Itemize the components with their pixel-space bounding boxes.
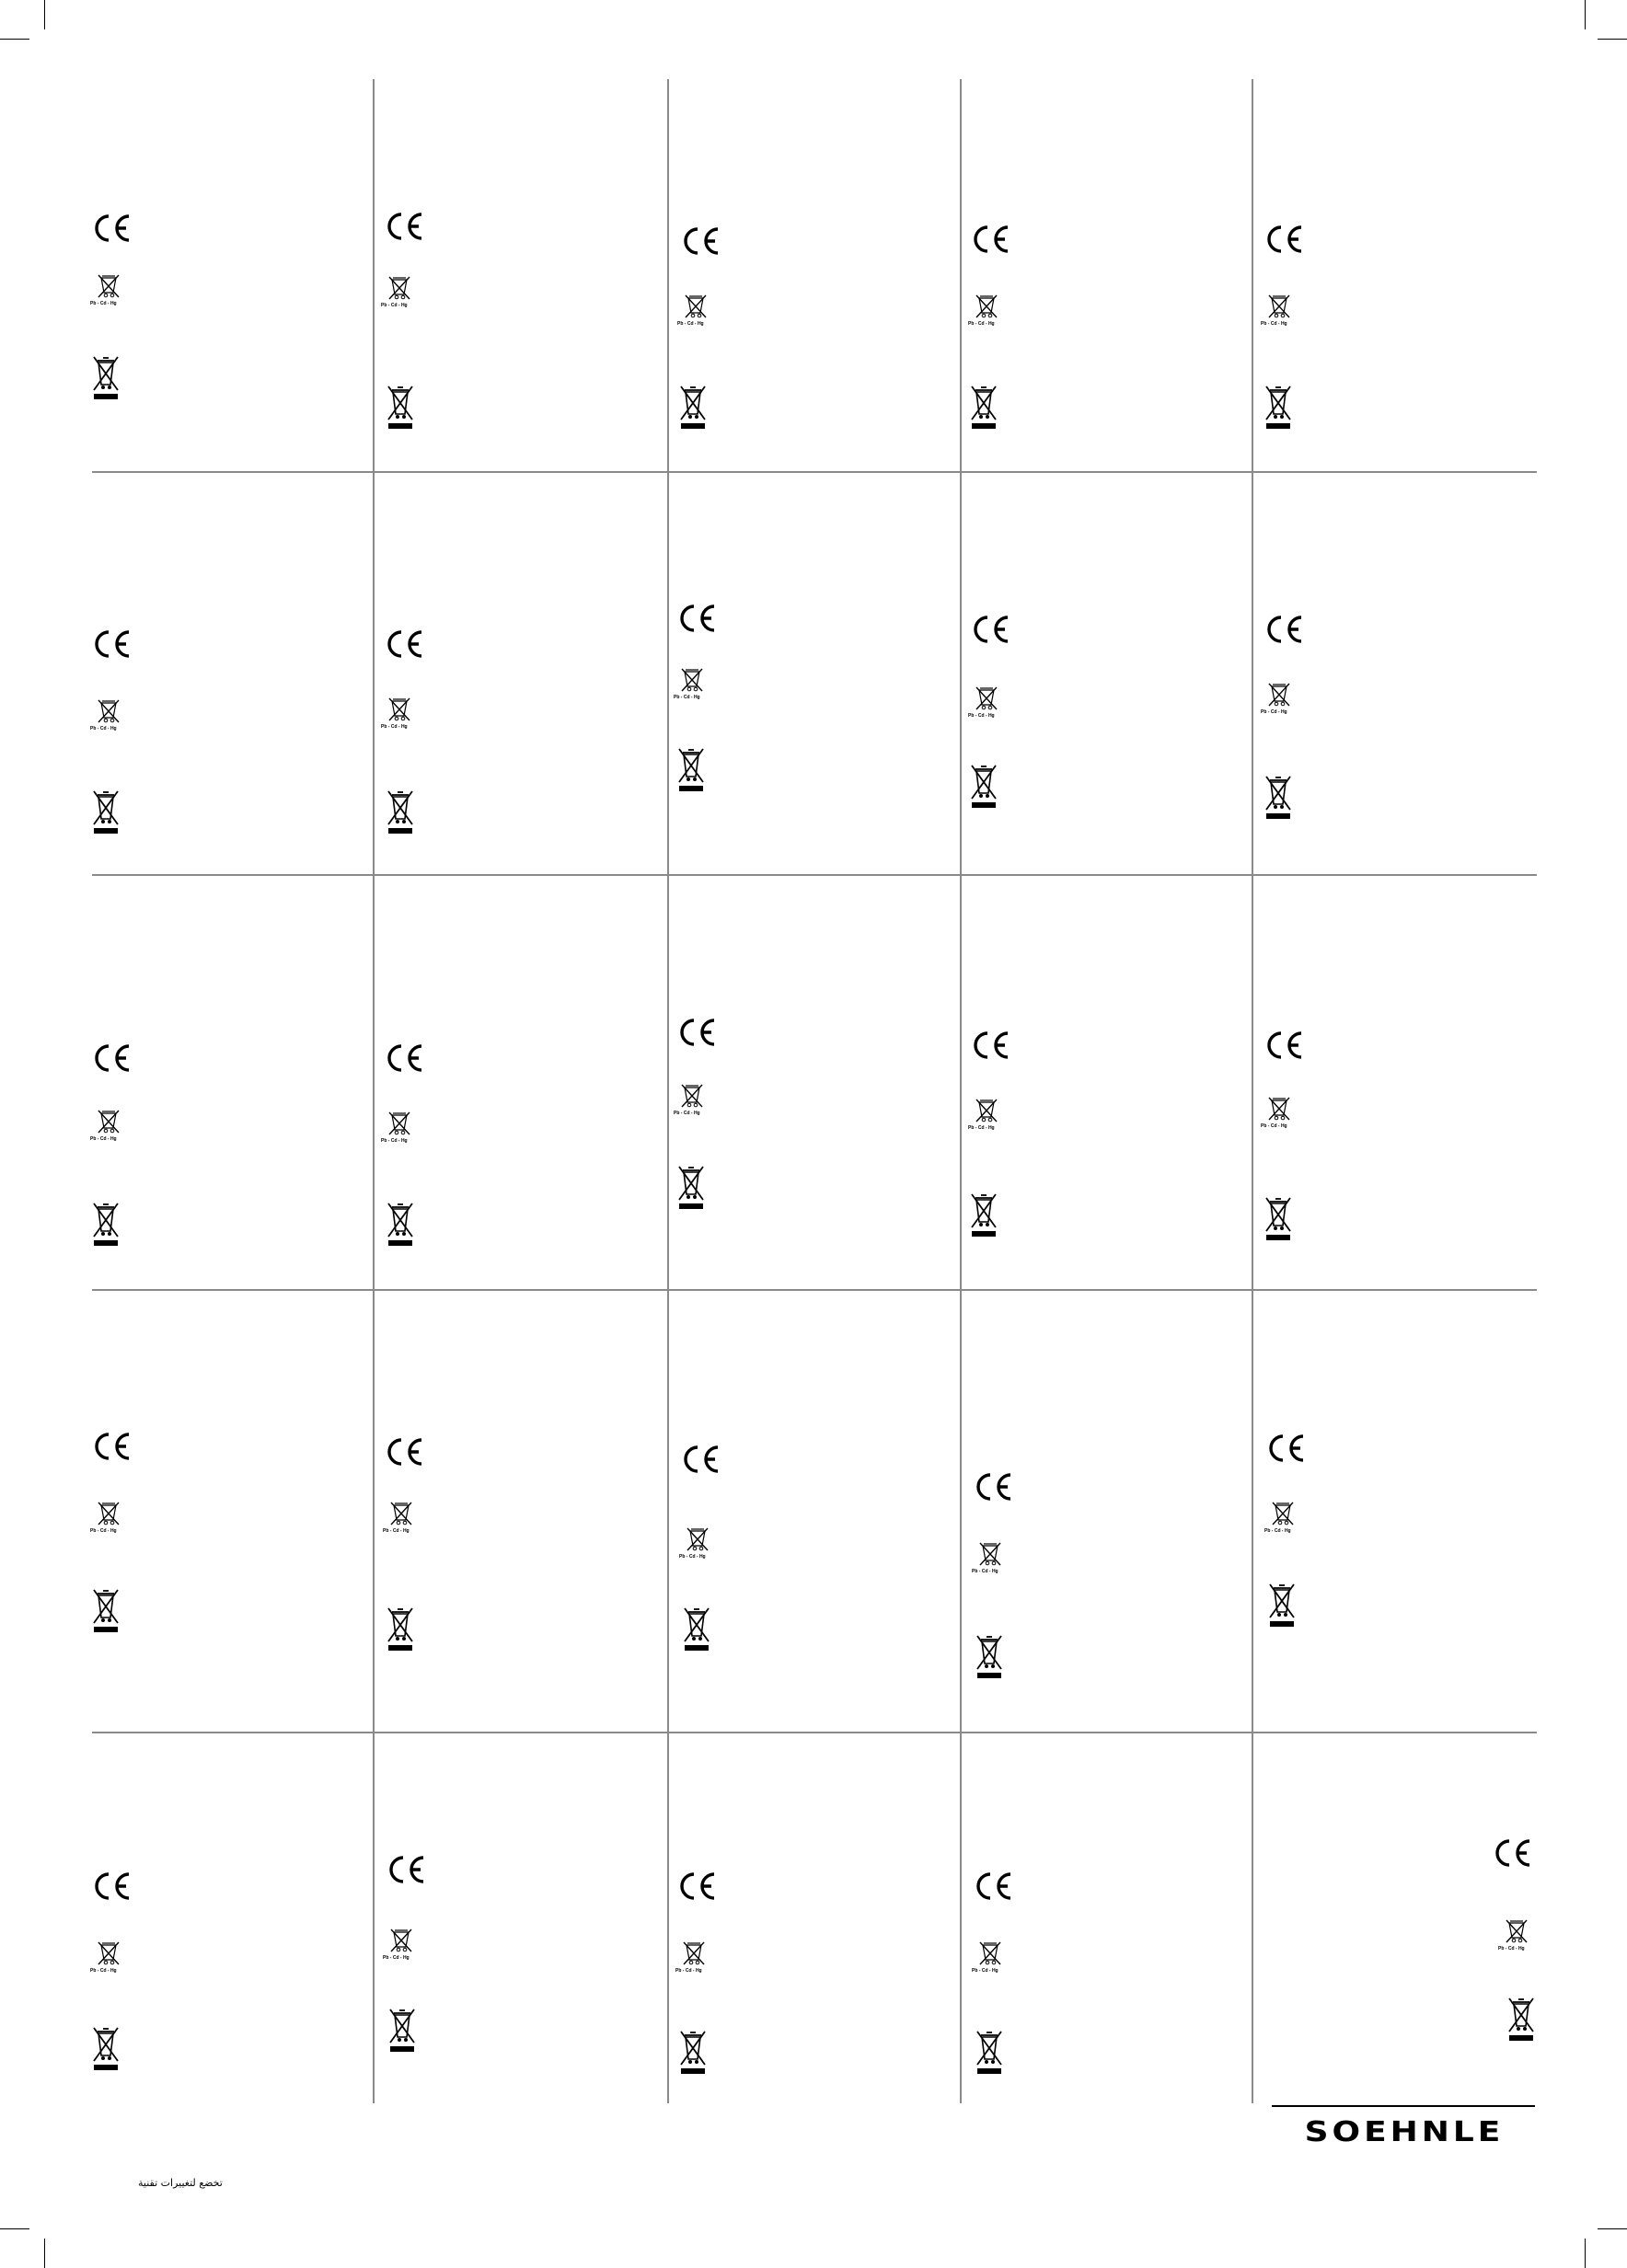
battery-disposal-icon: [1261, 293, 1298, 329]
weee-bin-icon: [92, 353, 120, 401]
crop-mark-top-right-h: [1598, 39, 1627, 40]
weee-bin-icon: [387, 1605, 414, 1652]
ce-icon: [385, 1437, 425, 1467]
battery-disposal-icon: [383, 1927, 420, 1963]
ce-icon: [1264, 224, 1305, 254]
battery-chemical-label: Pb - Cd - Hg: [381, 724, 408, 730]
ce-icon: [1264, 1030, 1305, 1060]
battery-chemical-label: Pb - Cd - Hg: [90, 1968, 117, 1974]
battery-chemical-label: Pb - Cd - Hg: [679, 1554, 706, 1560]
battery-disposal-icon: [381, 274, 418, 311]
column-divider: [1252, 79, 1253, 2103]
ce-icon: [1493, 1838, 1533, 1868]
weee-bin-icon: [92, 788, 120, 835]
crop-mark-top-left-v: [44, 0, 45, 29]
crop-mark-bottom-right-h: [1598, 2228, 1627, 2229]
weee-bin-icon: [975, 1632, 1003, 1680]
row-divider: [92, 1732, 1537, 1733]
battery-disposal-icon: [90, 1500, 127, 1537]
battery-chemical-label: Pb - Cd - Hg: [968, 713, 995, 719]
battery-chemical-label: Pb - Cd - Hg: [972, 1968, 998, 1974]
battery-disposal-icon: [968, 1097, 1005, 1134]
battery-chemical-label: Pb - Cd - Hg: [383, 1528, 410, 1534]
battery-chemical-label: Pb - Cd - Hg: [383, 1955, 410, 1961]
crop-mark-bottom-left-h: [0, 2228, 29, 2229]
ce-icon: [971, 224, 1011, 254]
battery-chemical-label: Pb - Cd - Hg: [90, 301, 117, 306]
crop-mark-bottom-left-v: [44, 2239, 45, 2268]
battery-disposal-icon: [968, 293, 1005, 329]
ce-icon: [92, 1432, 133, 1461]
weee-bin-icon: [679, 2028, 707, 2076]
weee-bin-icon: [92, 1586, 120, 1634]
weee-bin-icon: [1264, 1194, 1292, 1242]
battery-chemical-label: Pb - Cd - Hg: [968, 321, 995, 327]
weee-bin-icon: [388, 2006, 416, 2054]
battery-chemical-label: Pb - Cd - Hg: [1261, 709, 1287, 715]
soehnle-logo: [1270, 2114, 1539, 2149]
logo-wordmark: SOEHNLE: [1304, 2114, 1505, 2148]
row-divider: [92, 1289, 1537, 1291]
weee-bin-icon: [677, 1163, 705, 1211]
weee-bin-icon: [970, 1191, 998, 1238]
crop-mark-top-right-v: [1585, 0, 1586, 29]
column-divider: [373, 79, 375, 2103]
ce-icon: [1266, 1433, 1307, 1463]
battery-disposal-icon: [674, 666, 710, 703]
battery-chemical-label: Pb - Cd - Hg: [674, 695, 700, 700]
ce-icon: [92, 1043, 133, 1073]
ce-icon: [385, 212, 425, 241]
battery-disposal-icon: [675, 1940, 712, 1976]
weee-bin-icon: [975, 2028, 1003, 2076]
battery-disposal-icon: [1261, 1095, 1298, 1132]
battery-disposal-icon: [1261, 681, 1298, 718]
ce-icon: [974, 1472, 1014, 1502]
weee-bin-icon: [387, 383, 414, 431]
logo-rule: [1272, 2105, 1535, 2107]
weee-bin-icon: [92, 2024, 120, 2072]
battery-disposal-icon: [972, 1940, 1009, 1976]
weee-bin-icon: [1268, 1581, 1296, 1629]
battery-chemical-label: Pb - Cd - Hg: [677, 321, 704, 327]
technical-changes-notice: تخضع لتغييرات تقنية: [138, 2177, 223, 2189]
weee-bin-icon: [1507, 1995, 1535, 2043]
weee-bin-icon: [387, 788, 414, 835]
crop-mark-bottom-right-v: [1585, 2239, 1586, 2268]
battery-chemical-label: Pb - Cd - Hg: [1498, 1946, 1525, 1951]
ce-icon: [92, 213, 133, 243]
ce-icon: [92, 629, 133, 659]
weee-bin-icon: [92, 1200, 120, 1248]
battery-chemical-label: Pb - Cd - Hg: [968, 1125, 995, 1131]
weee-bin-icon: [679, 383, 707, 431]
column-divider: [667, 79, 669, 2103]
battery-disposal-icon: [972, 1540, 1009, 1577]
battery-chemical-label: Pb - Cd - Hg: [381, 303, 408, 308]
ce-icon: [974, 1871, 1014, 1901]
ce-icon: [971, 1030, 1011, 1060]
ce-icon: [385, 629, 425, 659]
crop-mark-top-left-h: [0, 39, 29, 40]
battery-chemical-label: Pb - Cd - Hg: [1264, 1528, 1291, 1534]
battery-disposal-icon: [90, 1940, 127, 1976]
weee-bin-icon: [1264, 383, 1292, 431]
battery-disposal-icon: [677, 293, 714, 329]
row-divider: [92, 471, 1537, 473]
weee-bin-icon: [970, 762, 998, 810]
battery-disposal-icon: [381, 696, 418, 732]
weee-bin-icon: [387, 1200, 414, 1248]
ce-icon: [971, 615, 1011, 644]
ce-icon: [387, 1855, 427, 1884]
weee-bin-icon: [970, 383, 998, 431]
battery-chemical-label: Pb - Cd - Hg: [972, 1569, 998, 1574]
battery-chemical-label: Pb - Cd - Hg: [90, 726, 117, 731]
battery-disposal-icon: [1498, 1917, 1535, 1954]
weee-bin-icon: [677, 745, 705, 793]
battery-disposal-icon: [968, 685, 1005, 721]
battery-chemical-label: Pb - Cd - Hg: [90, 1136, 117, 1142]
battery-disposal-icon: [1264, 1500, 1301, 1537]
row-divider: [92, 874, 1537, 876]
ce-icon: [677, 604, 718, 633]
battery-disposal-icon: [679, 1525, 716, 1562]
weee-bin-icon: [683, 1605, 710, 1652]
ce-icon: [677, 1018, 718, 1047]
ce-icon: [681, 1445, 721, 1474]
battery-chemical-label: Pb - Cd - Hg: [90, 1528, 117, 1534]
ce-icon: [385, 1043, 425, 1073]
battery-disposal-icon: [381, 1110, 418, 1146]
battery-chemical-label: Pb - Cd - Hg: [1261, 321, 1287, 327]
weee-bin-icon: [1264, 773, 1292, 821]
battery-chemical-label: Pb - Cd - Hg: [675, 1968, 702, 1974]
ce-icon: [1264, 615, 1305, 644]
battery-disposal-icon: [90, 697, 127, 734]
column-divider: [960, 79, 962, 2103]
battery-disposal-icon: [90, 1108, 127, 1145]
battery-disposal-icon: [383, 1500, 420, 1537]
battery-disposal-icon: [674, 1082, 710, 1119]
battery-chemical-label: Pb - Cd - Hg: [381, 1138, 408, 1144]
ce-icon: [92, 1871, 133, 1901]
battery-disposal-icon: [90, 272, 127, 309]
ce-icon: [681, 226, 721, 256]
ce-icon: [677, 1871, 718, 1901]
battery-chemical-label: Pb - Cd - Hg: [674, 1111, 700, 1116]
battery-chemical-label: Pb - Cd - Hg: [1261, 1123, 1287, 1129]
